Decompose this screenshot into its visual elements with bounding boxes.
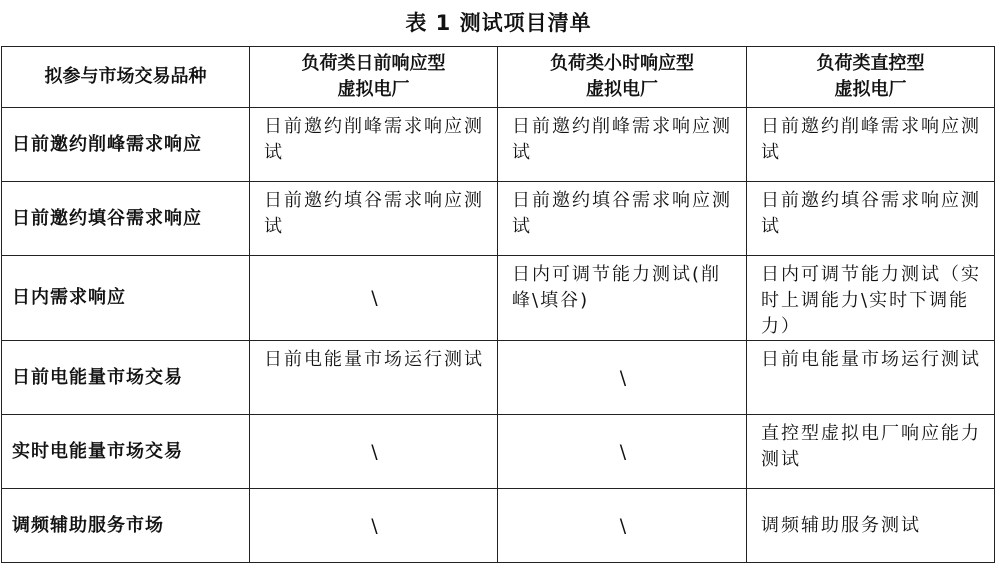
table-cell-empty: \ [498, 341, 747, 415]
table-cell: 日前邀约填谷需求响应测试 [498, 182, 747, 256]
row-label: 实时电能量市场交易 [2, 415, 250, 489]
table-cell: 日前邀约削峰需求响应测试 [250, 108, 498, 182]
table-row [2, 415, 995, 489]
table-cell: 日前邀约削峰需求响应测试 [498, 108, 747, 182]
table-cell: 日内可调节能力测试(削峰\填谷) [498, 256, 747, 341]
header-direct-control-vpp [747, 47, 995, 108]
table-cell: 调频辅助服务测试 [747, 489, 995, 563]
header-hourly-vpp [498, 47, 747, 108]
header-direct-control-vpp-line1: 负荷类直控型 [816, 53, 925, 74]
header-hourly-vpp-line2: 虚拟电厂 [586, 79, 658, 100]
header-row [2, 47, 995, 108]
table-cell-empty: \ [250, 489, 498, 563]
table-cell-empty: \ [498, 415, 747, 489]
table-cell-empty: \ [498, 489, 747, 563]
table-cell: 日前电能量市场运行测试 [250, 341, 498, 415]
table-cell-empty: \ [250, 256, 498, 341]
table-cell: 日前邀约填谷需求响应测试 [747, 182, 995, 256]
table-cell: 日内可调节能力测试（实时上调能力\实时下调能力） [747, 256, 995, 341]
table-row [2, 182, 995, 256]
table-cell: 直控型虚拟电厂响应能力测试 [747, 415, 995, 489]
header-direct-control-vpp-line2: 虚拟电厂 [834, 79, 907, 100]
header-day-ahead-vpp [250, 47, 498, 108]
header-hourly-vpp-line1: 负荷类小时响应型 [550, 53, 694, 74]
row-label: 日前邀约填谷需求响应 [2, 182, 250, 256]
header-trading-type [2, 47, 250, 108]
row-label: 日前邀约削峰需求响应 [2, 108, 250, 182]
table-row [2, 341, 995, 415]
test-items-table [1, 46, 995, 563]
table-row [2, 108, 995, 182]
table-cell: 日前电能量市场运行测试 [747, 341, 995, 415]
row-label: 调频辅助服务市场 [2, 489, 250, 563]
table-row [2, 489, 995, 563]
row-label: 日内需求响应 [2, 256, 250, 341]
table-cell: 日前邀约填谷需求响应测试 [250, 182, 498, 256]
header-day-ahead-vpp-line2: 虚拟电厂 [337, 79, 410, 100]
header-day-ahead-vpp-line1: 负荷类日前响应型 [301, 53, 446, 74]
table-cell-empty: \ [250, 415, 498, 489]
table-caption: 表 1 测试项目清单 [405, 11, 592, 35]
row-label: 日前电能量市场交易 [2, 341, 250, 415]
table-row [2, 256, 995, 341]
table-cell: 日前邀约削峰需求响应测试 [747, 108, 995, 182]
header-trading-type-label: 拟参与市场交易品种 [44, 66, 207, 87]
